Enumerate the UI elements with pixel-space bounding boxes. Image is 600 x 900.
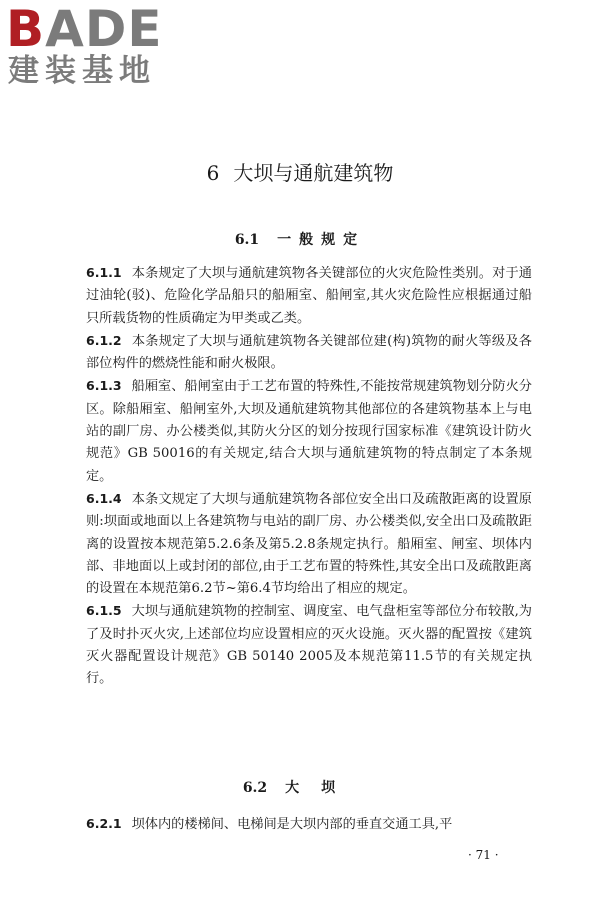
clause-text: 本条文规定了大坝与通航建筑物各部位安全出口及疏散距离的设置原则:坝面或地面以上各建筑物与电站的副厂房、办公楼类似,安全出口及疏散距离的设置按本规范第5.2.6条及第5.2.8条规定执行。船厢室、闸室、坝体内部、非地面以上或封闭的部位,由于工艺布置的特殊性,其安全出口及疏散距离的设置在本规范第6.2节~第6.4节均给出了相应的规定。 <box>86 491 532 597</box>
clause-number: 6.1.2 <box>86 332 122 348</box>
clause-6-1-4 <box>86 488 532 600</box>
clause-6-1-2 <box>86 330 532 376</box>
chapter-number: 6 <box>206 161 220 185</box>
clause-number: 6.2.1 <box>86 816 122 831</box>
section-title-text: 一般规定 <box>277 232 366 248</box>
logo-wordmark <box>6 0 163 58</box>
clause-6-1-3 <box>86 375 532 487</box>
clause-number: 6.1.4 <box>86 490 122 506</box>
logo-chinese-text: 建装基地 <box>8 53 156 89</box>
section-number: 6.1 <box>234 232 260 248</box>
section-number: 6.2 <box>242 780 268 796</box>
clause-number: 6.1.3 <box>86 378 122 394</box>
clause-6-1-1 <box>86 262 532 330</box>
clause-number: 6.1.1 <box>86 265 122 280</box>
section-title-6-1 <box>0 230 600 250</box>
section-6-1-body <box>86 262 532 691</box>
section-title-text: 大坝 <box>285 780 358 796</box>
clause-number: 6.1.5 <box>86 603 122 619</box>
clause-6-2-1 <box>86 813 532 836</box>
clause-text: 坝体内的楼梯间、电梯间是大坝内部的垂直交通工具,平 <box>131 817 453 832</box>
clause-text: 船厢室、船闸室由于工艺布置的特殊性,不能按常规建筑物划分防火分区。除船厢室、船闸室外,大坝及通航建筑物其他部位的各建筑物基本上与电站的副厂房、办公楼类似,其防火分区的划分按现行国家标准《建筑设计防火规范》GB 50016的有关规定,结合大坝与通航建筑物的特点制定了本条规定。 <box>86 379 532 484</box>
clause-text: 本条规定了大坝与通航建筑物各关键部位的火灾危险性类别。对于通过油轮(驳)、危险化学品船只的船厢室、船闸室,其火灾危险性应根据通过船只所载货物的性质确定为甲类或乙类。 <box>86 266 532 326</box>
clause-text: 大坝与通航建筑物的控制室、调度室、电气盘柜室等部位分布较散,为了及时扑灭火灾,上述部位均应设置相应的灭火设施。灭火器的配置按《建筑灭火器配置设计规范》GB 50140 2005及本规范第11.5节的有关规定执行。 <box>86 604 532 687</box>
logo-accent-letter: B <box>6 0 46 58</box>
section-title-6-2 <box>0 778 600 798</box>
page-number: · 71 · <box>468 848 499 862</box>
clause-6-1-5 <box>86 600 532 690</box>
logo-letters: ADE <box>45 0 163 58</box>
chapter-title <box>0 160 600 186</box>
chapter-title-text: 大坝与通航建筑物 <box>233 161 394 185</box>
clause-text: 本条规定了大坝与通航建筑物各关键部位建(构)筑物的耐火等级及各部位构件的燃烧性能和耐火极限。 <box>86 333 532 372</box>
publisher-logo <box>6 0 163 89</box>
section-6-2-body <box>86 813 532 836</box>
